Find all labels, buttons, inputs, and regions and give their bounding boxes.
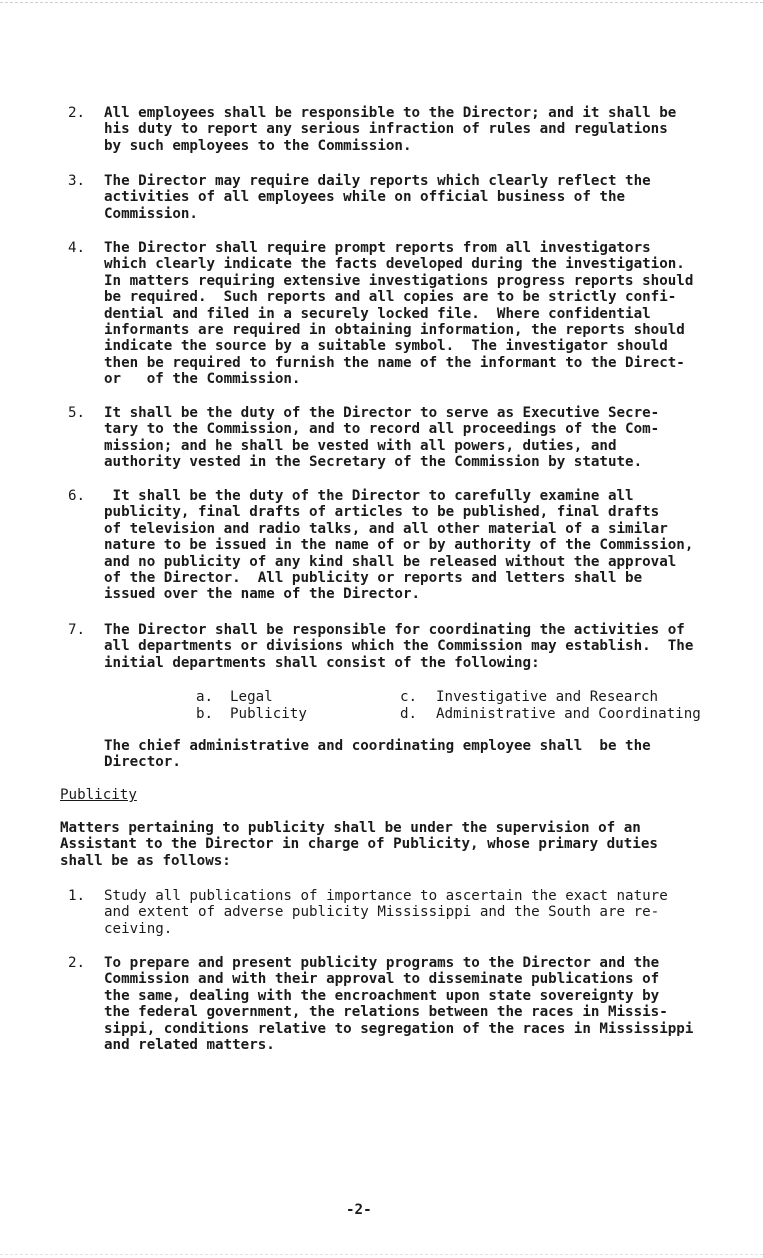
department-letter: a. bbox=[196, 689, 214, 705]
item-text: All employees shall be responsible to the Director; and it shall be his duty to report any serious infraction of rules and regulations by such employees to the Commission. bbox=[104, 105, 677, 154]
department-name: Administrative and Coordinating bbox=[436, 706, 701, 722]
item-number: 6. bbox=[68, 488, 86, 504]
item-number: 3. bbox=[68, 173, 86, 189]
item-number: 7. bbox=[68, 622, 86, 638]
department-letter: c. bbox=[400, 689, 418, 705]
item-text: To prepare and present publicity programs to the Director and the Commission and with their approval to disseminate publications of the same, dealing with the encroachment upon state sovereignty by the federal government, the relations between the races in Missis- sippi, conditions relative to segregation of the races in Mississippi and related matters. bbox=[104, 955, 694, 1054]
department-letter: b. bbox=[196, 706, 214, 722]
closing-text: The chief administrative and coordinating employee shall be the Director. bbox=[104, 738, 651, 771]
scan-edge-bottom bbox=[0, 1254, 763, 1255]
item-number: 2. bbox=[68, 955, 86, 971]
item-number: 4. bbox=[68, 240, 86, 256]
department-name: Legal bbox=[230, 689, 273, 705]
item-text: It shall be the duty of the Director to carefully examine all publicity, final drafts of articles to be published, final drafts of television and radio talks, and all other material of a similar nature to be issued in the name of or by authority of the Commission, and no publicity of any kind shall be released without the approval of the Director. All publicity or reports and letters shall be issued over the name of the Director. bbox=[104, 488, 694, 603]
item-text: The Director shall require prompt reports from all investigators which clearly indicate the facts developed during the investigation. In matters requiring extensive investigations progress reports should be required. Such reports and all copies are to be strictly confi- dential and filed in a securely locked file. Where confidential informants are required in obtaining information, the reports should indicate the source by a suitable symbol. The investigator should then be required to furnish the name of the informant to the Direct- or of the Commission. bbox=[104, 240, 694, 388]
page-number: -2- bbox=[346, 1202, 372, 1218]
department-name: Publicity bbox=[230, 706, 307, 722]
section-heading: Publicity bbox=[60, 787, 137, 803]
department-letter: d. bbox=[400, 706, 418, 722]
item-text: The Director may require daily reports which clearly reflect the activities of all employees while on official business of the Commission. bbox=[104, 173, 651, 222]
item-number: 5. bbox=[68, 405, 86, 421]
item-text: It shall be the duty of the Director to serve as Executive Secre- tary to the Commission, and to record all proceedings of the Com- mission; and he shall be vested with all powers, duties, and authority vested in the Secretary of the Commission by statute. bbox=[104, 405, 660, 471]
department-name: Investigative and Research bbox=[436, 689, 659, 705]
section-intro: Matters pertaining to publicity shall be under the supervision of an Assistant to the Director in charge of Publicity, whose primary duties shall be as follows: bbox=[60, 820, 658, 869]
item-number: 1. bbox=[68, 888, 86, 904]
item-number: 2. bbox=[68, 105, 86, 121]
item-text: The Director shall be responsible for coordinating the activities of all departments or divisions which the Commission may establish. The initial departments shall consist of the following: bbox=[104, 622, 694, 671]
scan-edge-top bbox=[0, 2, 763, 3]
item-text: Study all publications of importance to ascertain the exact nature and extent of adverse publicity Mississippi and the South are re- ceiving. bbox=[104, 888, 668, 937]
